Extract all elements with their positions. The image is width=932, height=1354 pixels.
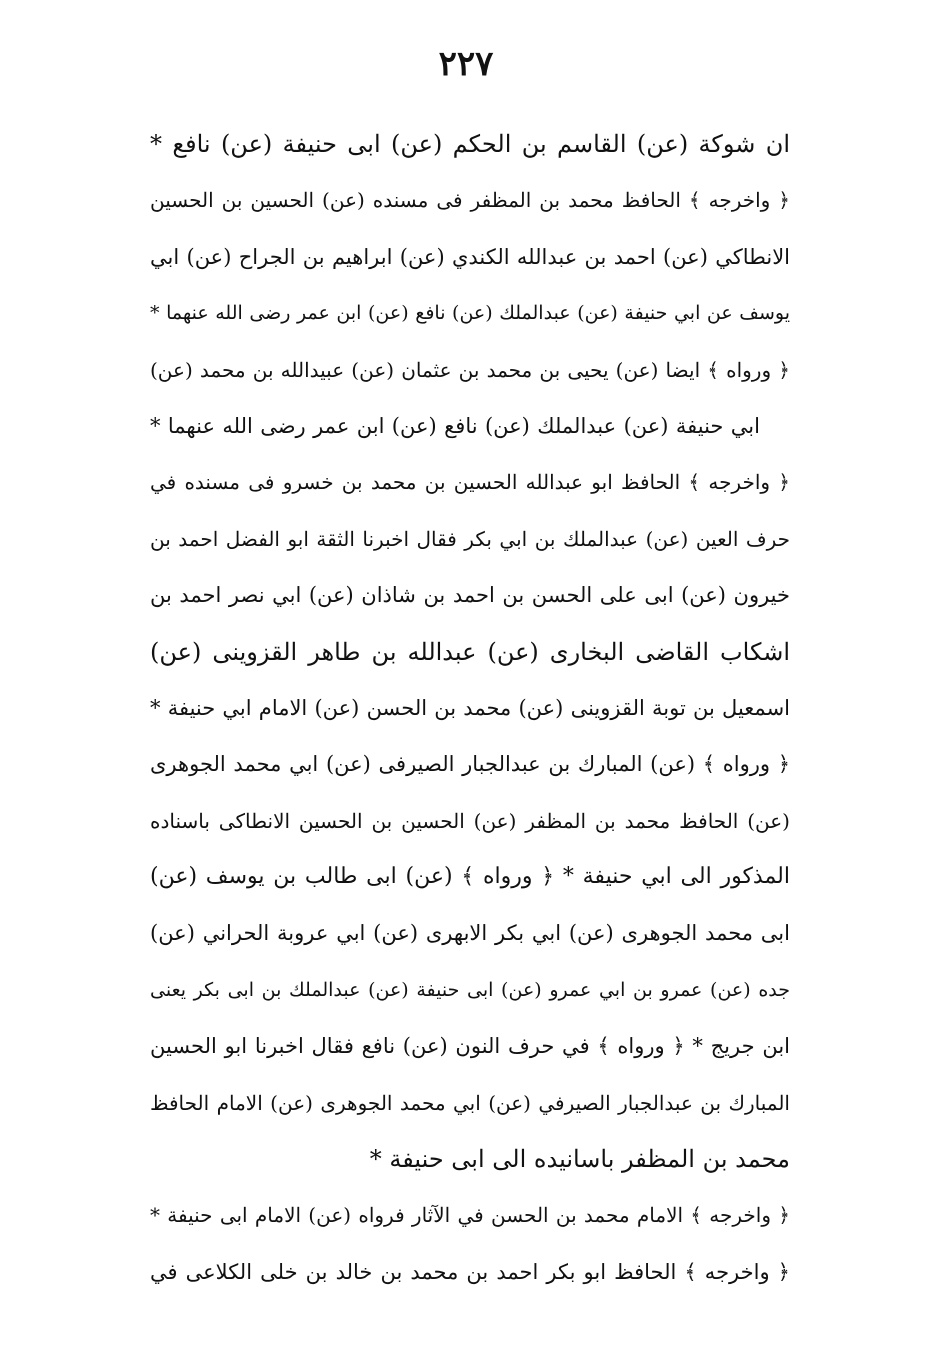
arabic-text-block xyxy=(150,116,790,1300)
text-line: ﴿ ورواه ﴾ (عن) المبارك بن عبدالجبار الصيرفى (عن) ابي محمد الجوهرى xyxy=(150,752,790,777)
text-line: ﴿ واخرجه ﴾ الحافظ ابو بكر احمد بن محمد بن خالد بن خلى الكلاعى في xyxy=(150,1259,790,1284)
text-line: اسمعيل بن توبة القزوينى (عن) محمد بن الحسن (عن) الامام ابي حنيفة * xyxy=(150,695,790,720)
page-number: ٢٢٧ xyxy=(438,44,494,84)
text-line: ابي حنيفة (عن) عبدالملك (عن) نافع (عن) ابن عمر رضى الله عنهما * xyxy=(150,413,760,438)
text-line: ابن جريج * ﴿ ورواه ﴾ في حرف النون (عن) نافع فقال اخبرنا ابو الحسين xyxy=(150,1034,790,1059)
text-line: المبارك بن عبدالجبار الصيرفي (عن) ابي محمد الجوهرى (عن) الامام الحافظ xyxy=(150,1090,790,1115)
text-line: المذكور الى ابي حنيفة * ﴿ ورواه ﴾ (عن) ابى طالب بن يوسف (عن) xyxy=(150,864,790,890)
text-line: الانطاكي (عن) احمد بن عبدالله الكندي (عن) ابراهيم بن الجراح (عن) ابي xyxy=(150,244,790,269)
text-line: ﴿ ورواه ﴾ ايضا (عن) يحيى بن محمد بن عثمان (عن) عبيدالله بن محمد (عن) xyxy=(150,357,790,382)
text-line: اشكاب القاضى البخارى (عن) عبدالله بن طاهر القزوينى (عن) xyxy=(150,637,790,666)
text-line: خيرون (عن) ابى على الحسن بن احمد بن شاذان (عن) ابي نصر احمد بن xyxy=(150,583,790,608)
text-line: (عن) الحافظ محمد بن المظفر (عن) الحسين بن الحسين الانطاكى باسناده xyxy=(150,808,790,833)
text-line: يوسف عن ابي حنيفة (عن) عبدالملك (عن) نافع (عن) ابن عمر رضى الله عنهما * xyxy=(150,302,790,325)
text-line: ابى محمد الجوهرى (عن) ابي بكر الابهرى (عن) ابي عروبة الحراني (عن) xyxy=(150,921,790,946)
text-line: ﴿ واخرجه ﴾ الامام محمد بن الحسن في الآثار فرواه (عن) الامام ابى حنيفة * xyxy=(150,1203,790,1228)
text-line: ان شوكة (عن) القاسم بن الحكم (عن) ابى حنيفة (عن) نافع * xyxy=(150,130,790,158)
text-line: حرف العين (عن) عبدالملك بن ابي بكر فقال اخبرنا الثقة ابو الفضل احمد بن xyxy=(150,526,790,551)
text-line: ﴿ واخرجه ﴾ الحافظ محمد بن المظفر فى مسنده (عن) الحسين بن الحسين xyxy=(150,188,790,213)
text-line: محمد بن المظفر باسانيده الى ابى حنيفة * xyxy=(369,1145,790,1174)
text-line: جده (عن) عمرو بن ابي عمرو (عن) ابى حنيفة (عن) عبدالملك بن ابى بكر يعنى xyxy=(150,978,790,1001)
text-line: ﴿ واخرجه ﴾ الحافظ ابو عبدالله الحسين بن محمد بن خسرو فى مسنده في xyxy=(150,470,790,495)
